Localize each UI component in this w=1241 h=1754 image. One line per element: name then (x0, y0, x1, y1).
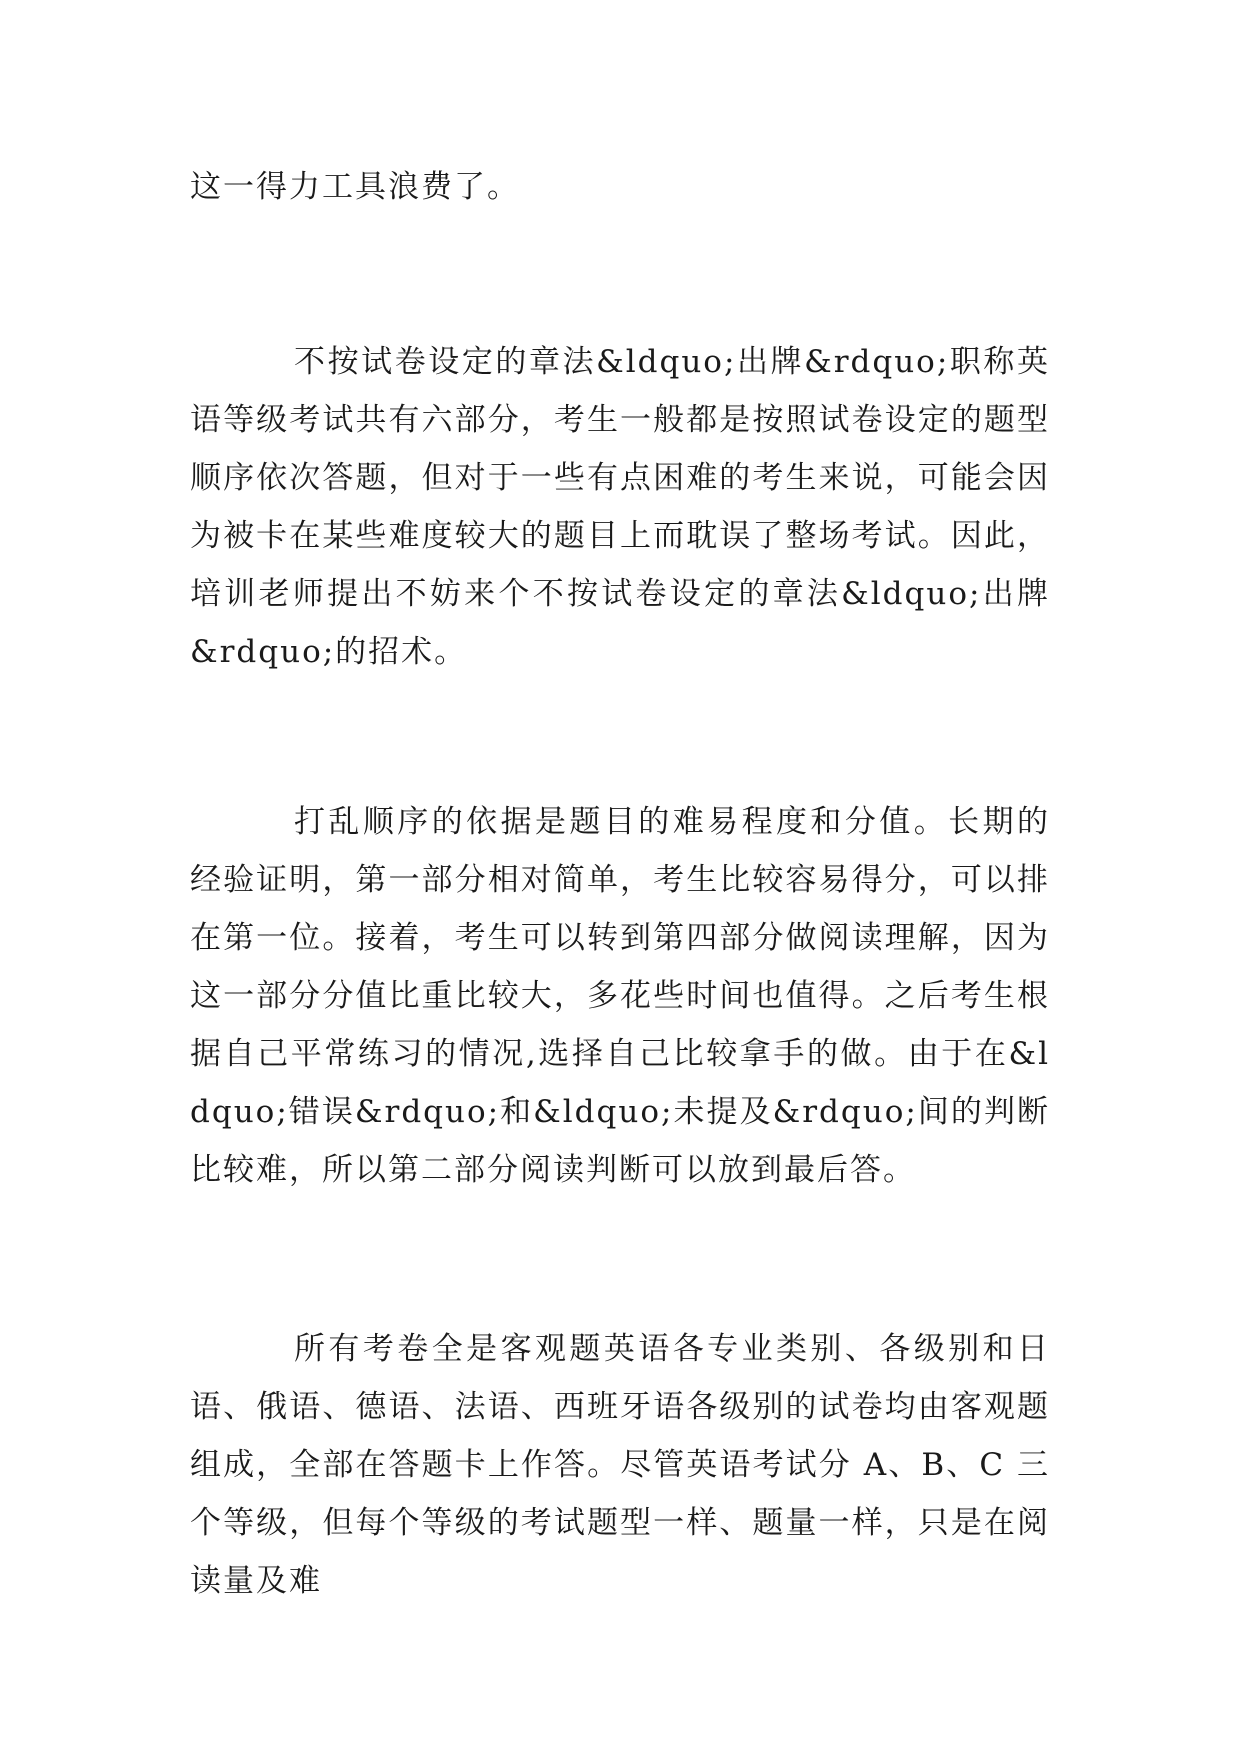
paragraph-order-basis: 打乱顺序的依据是题目的难易程度和分值。长期的经验证明，第一部分相对简单，考生比较容易得分，可以排在第一位。接着，考生可以转到第四部分做阅读理解，因为这一部分分值比重比较大，多花些时间也值得。之后考生根据自己平常练习的情况,选择自己比较拿手的做。由于在&ldquo;错误&rdquo;和&ldquo;未提及&rdquo;间的判断比较难，所以第二部分阅读判断可以放到最后答。 (190, 804, 1050, 1188)
paragraph-exam-order: 不按试卷设定的章法&ldquo;出牌&rdquo;职称英语等级考试共有六部分，考生一般都是按照试卷设定的题型顺序依次答题，但对于一些有点困难的考生来说，可能会因为被卡在某些难度较大的题目上而耽误了整场考试。因此，培训老师提出不妨来个不按试卷设定的章法&ldquo;出牌&rdquo;的招术。 (190, 344, 1050, 670)
paragraph-continuation: 这一得力工具浪费了。 (190, 169, 520, 205)
paragraph-objective-questions: 所有考卷全是客观题英语各专业类别、各级别和日语、俄语、德语、法语、西班牙语各级别的试卷均由客观题组成，全部在答题卡上作答。尽管英语考试分 A、B、C 三个等级，但每个等级的考试题型一样、题量一样，只是在阅读量及难 (190, 1331, 1050, 1599)
